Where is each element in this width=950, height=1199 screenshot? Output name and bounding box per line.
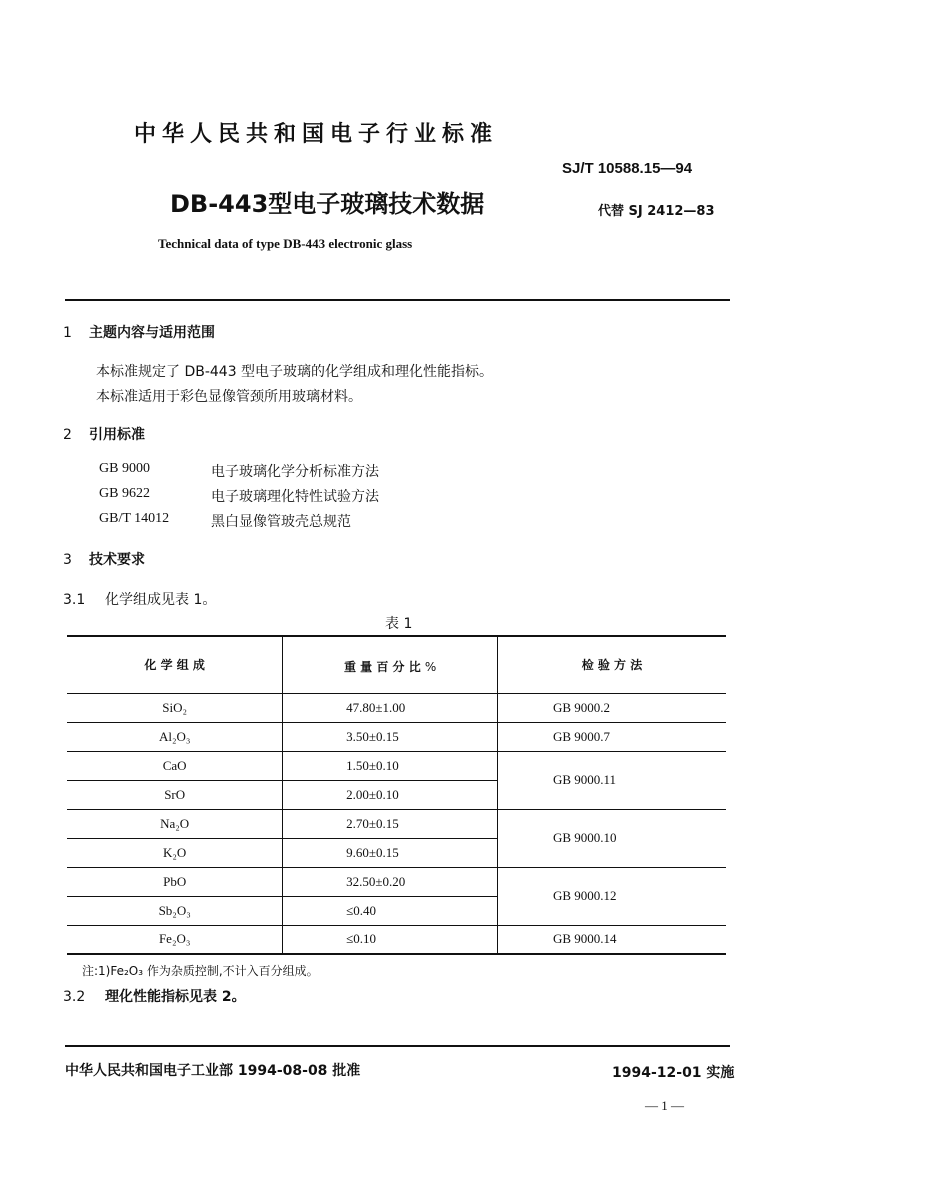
section-1-paragraph: 本标准规定了 DB-443 型电子玻璃的化学组成和理化性能指标。 xyxy=(96,364,494,380)
english-title: Technical data of type DB-443 electronic glass xyxy=(158,236,413,251)
ref-code: GB 9622 xyxy=(99,486,150,501)
ref-name: 电子玻璃化学分析标准方法 xyxy=(211,464,379,480)
section-3-2: 3.2 理化性能指标见表 2。 xyxy=(63,989,246,1005)
cell-method: GB 9000.10 xyxy=(497,809,726,867)
cell-weight: 3.50±0.15 xyxy=(346,728,399,744)
cell-composition: K₂O xyxy=(67,838,283,867)
table-row xyxy=(67,722,726,751)
replaces-standard: 代替 SJ 2412—83 xyxy=(598,204,715,219)
table-row xyxy=(67,693,726,722)
section-3-heading: 3 技术要求 xyxy=(63,552,145,568)
section-2-heading: 2 引用标准 xyxy=(63,427,145,443)
header-composition: 化 学 组 成 xyxy=(67,636,283,693)
cell-weight: 2.70±0.15 xyxy=(346,815,399,831)
cell-composition: CaO xyxy=(67,751,283,780)
header-test-method: 检 验 方 法 xyxy=(497,636,726,693)
footer-divider xyxy=(65,1045,730,1047)
cell-method: GB 9000.7 xyxy=(497,722,726,751)
cell-weight: 32.50±0.20 xyxy=(346,873,406,889)
cell-composition: SrO xyxy=(67,780,283,809)
ref-code: GB 9000 xyxy=(99,461,150,476)
page-number: — 1 — xyxy=(645,1098,684,1113)
cell-composition: Sb₂O₃ xyxy=(67,896,283,925)
cell-composition: Fe₂O₃ xyxy=(67,925,283,954)
cell-method: GB 9000.11 xyxy=(497,751,726,809)
header-weight-percent: 重 量 百 分 比 % xyxy=(283,636,498,693)
effective-date: 1994-12-01 实施 xyxy=(612,1065,735,1081)
table-row xyxy=(67,809,726,838)
ref-code: GB/T 14012 xyxy=(99,511,170,526)
cell-weight: 9.60±0.15 xyxy=(346,844,399,860)
approval-line: 中华人民共和国电子工业部 1994-08-08 批准 xyxy=(65,1063,361,1079)
cell-weight: 2.00±0.10 xyxy=(346,786,399,802)
cell-composition: Al₂O₃ xyxy=(67,722,283,751)
cell-weight: ≤0.10 xyxy=(346,931,377,947)
header-divider xyxy=(65,299,730,301)
ref-name: 黑白显像管玻壳总规范 xyxy=(211,514,351,530)
cell-method: GB 9000.12 xyxy=(497,867,726,925)
table-row xyxy=(67,751,726,780)
section-1-heading: 1 主题内容与适用范围 xyxy=(63,325,215,341)
cell-composition: Na₂O xyxy=(67,809,283,838)
cell-composition: PbO xyxy=(67,867,283,896)
chemical-composition-table xyxy=(67,635,726,955)
cell-method: GB 9000.14 xyxy=(497,925,726,954)
table-row xyxy=(67,925,726,954)
section-3-1: 3.1 化学组成见表 1。 xyxy=(63,592,217,608)
cell-weight: ≤0.40 xyxy=(346,902,377,918)
issuing-org-title: 中华人民共和国电子行业标准 xyxy=(134,122,499,147)
section-1-paragraph: 本标准适用于彩色显像管颈所用玻璃材料。 xyxy=(96,389,362,405)
table-row xyxy=(67,867,726,896)
cell-method: GB 9000.2 xyxy=(497,693,726,722)
cell-weight: 47.80±1.00 xyxy=(346,699,406,715)
cell-composition: SiO₂ xyxy=(67,693,283,722)
cell-weight: 1.50±0.10 xyxy=(346,757,399,773)
table-1-caption: 表 1 xyxy=(385,616,413,632)
standard-number: SJ/T 10588.15—94 xyxy=(562,160,693,177)
table-1-note: 注:1)Fe₂O₃ 作为杂质控制,不计入百分组成。 xyxy=(82,964,319,978)
ref-name: 电子玻璃理化特性试验方法 xyxy=(211,489,379,505)
document-title: DB-443型电子玻璃技术数据 xyxy=(170,190,485,218)
